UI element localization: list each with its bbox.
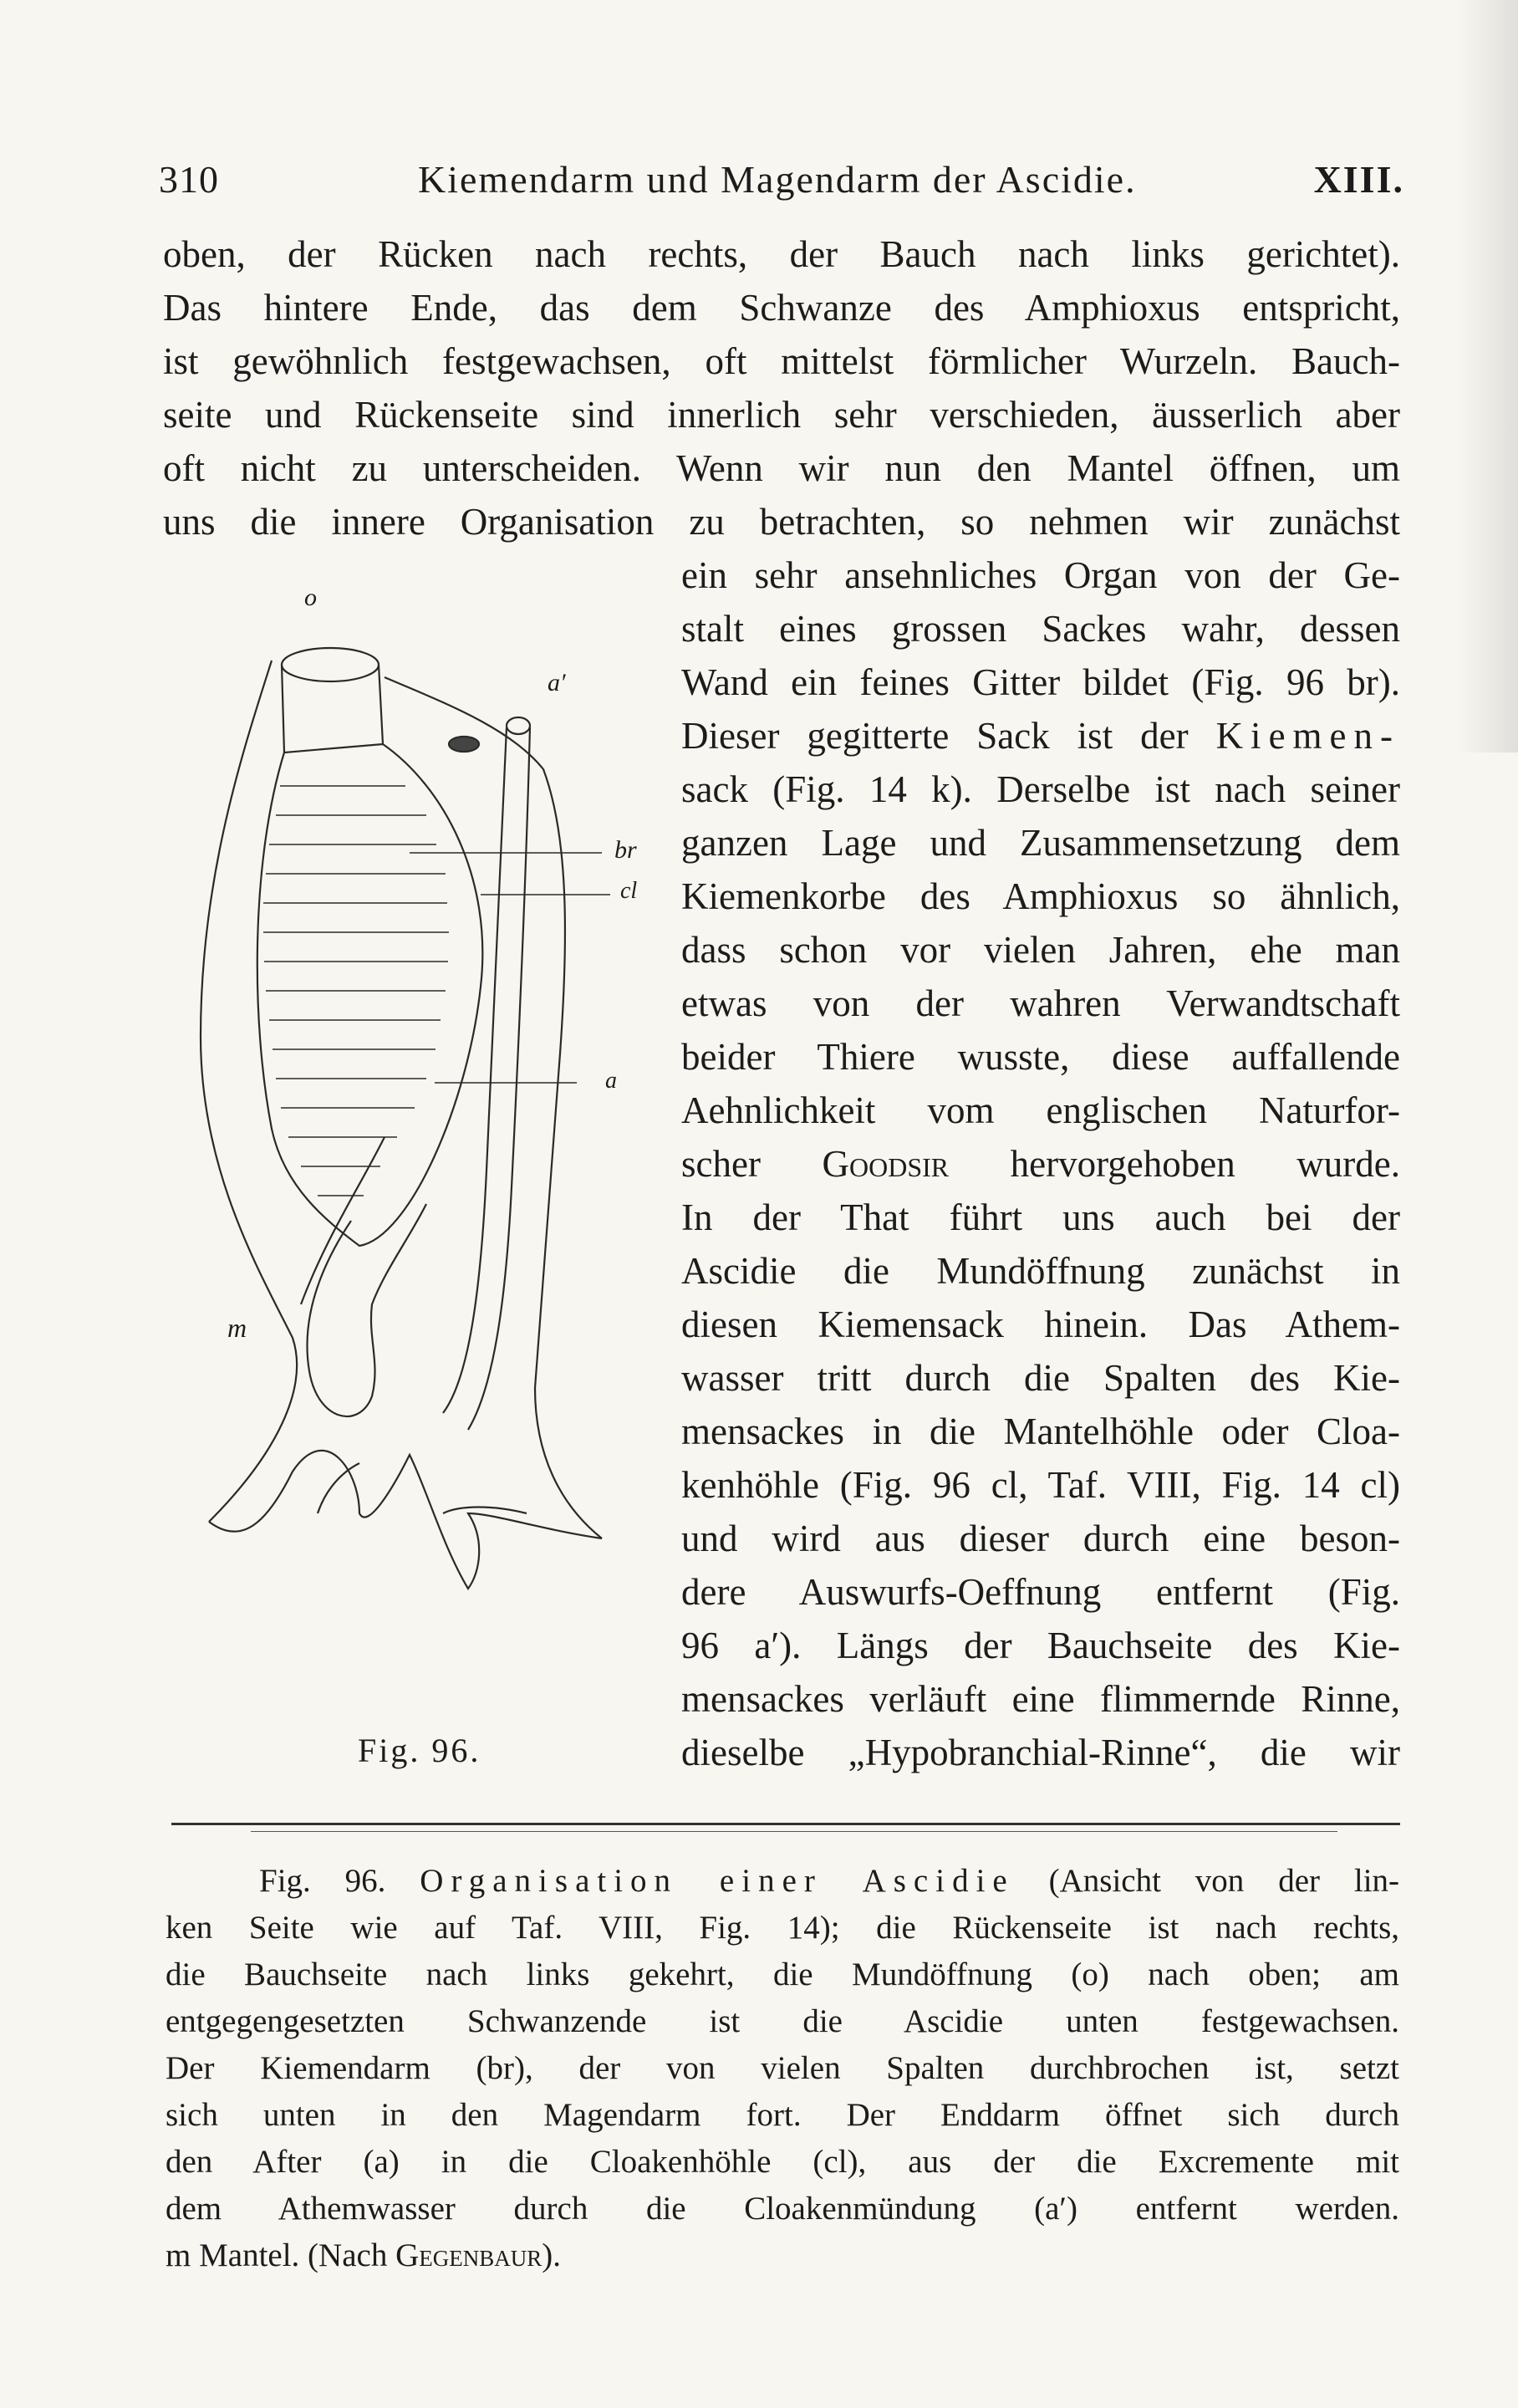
label-m: m bbox=[227, 1313, 247, 1343]
caption-fragment: (Ansicht von der lin- bbox=[1048, 1863, 1400, 1899]
text-line: oft nicht zu unterscheiden. Wenn wir nun den Mantel öffnen, um bbox=[163, 447, 1400, 489]
caption-line: sich unten in den Magendarm fort. Der Enddarm öffnet sich durch bbox=[166, 2097, 1399, 2133]
oral-siphon bbox=[282, 648, 379, 681]
text-line: dass schon vor vielen Jahren, ehe man bbox=[681, 929, 1400, 971]
label-cl: cl bbox=[620, 878, 638, 904]
running-title: Kiemendarm und Magendarm der Ascidie. bbox=[418, 158, 1137, 201]
caption-divider bbox=[171, 1823, 1400, 1825]
text-line: stalt eines grossen Sackes wahr, dessen bbox=[681, 608, 1400, 650]
figure-label: Fig. 96. bbox=[358, 1732, 481, 1769]
caption-title: Organisation einer Ascidie bbox=[420, 1863, 1015, 1899]
spaced-term: Kiemen- bbox=[1215, 715, 1400, 757]
text-line: dieselbe „Hypobranchial-Rinne“, die wir bbox=[681, 1732, 1400, 1773]
page-edge-shadow bbox=[1459, 0, 1518, 752]
text-line: etwas von der wahren Verwandtschaft bbox=[681, 982, 1400, 1024]
caption-line: Der Kiemendarm (br), der von vielen Spalten durchbrochen ist, setzt bbox=[166, 2050, 1399, 2086]
label-br: br bbox=[614, 836, 637, 864]
caption-line: entgegengesetzten Schwanzende ist die Ascidie unten festgewachsen. bbox=[166, 2003, 1399, 2039]
text-line: In der That führt uns auch bei der bbox=[681, 1196, 1400, 1238]
text-line: ganzen Lage und Zusammensetzung dem bbox=[681, 822, 1400, 864]
text-line: sack (Fig. 14 k). Derselbe ist nach seiner bbox=[681, 768, 1400, 810]
text-line: diesen Kiemensack hinein. Das Athem- bbox=[681, 1303, 1400, 1345]
caption-line: ken Seite wie auf Taf. VIII, Fig. 14); die Rückenseite ist nach rechts, bbox=[166, 1910, 1399, 1946]
text-line: beider Thiere wusste, diese auffallende bbox=[681, 1036, 1400, 1078]
label-o: o bbox=[304, 584, 317, 611]
text-line: seite und Rückenseite sind innerlich sehr verschieden, äusserlich aber bbox=[163, 394, 1400, 436]
text-fragment: Dieser gegitterte Sack ist der bbox=[681, 715, 1189, 757]
text-line: Kiemenkorbe des Amphioxus so ähnlich, bbox=[681, 875, 1400, 917]
chapter-number: XIII. bbox=[1313, 158, 1404, 201]
caption-line: die Bauchseite nach links gekehrt, die Mundöffnung (o) nach oben; am bbox=[166, 1956, 1399, 1992]
text-line: wasser tritt durch die Spalten des Kie- bbox=[681, 1357, 1400, 1399]
text-line bbox=[681, 1137, 1400, 1191]
caption-fragment: m Mantel. (Nach bbox=[166, 2237, 388, 2273]
caption-line: dem Athemwasser durch die Cloakenmündung (a′) entfernt werden. bbox=[166, 2191, 1399, 2227]
figure-caption bbox=[166, 1858, 1399, 2279]
caption-fig-ref: Fig. 96. bbox=[259, 1863, 386, 1899]
text-fragment: scher bbox=[681, 1143, 761, 1185]
intestine bbox=[307, 1204, 426, 1416]
label-a: a bbox=[605, 1068, 617, 1094]
caption-fragment: ). bbox=[542, 2237, 561, 2273]
branchial-slits bbox=[263, 786, 449, 1196]
caption-line bbox=[166, 1858, 1399, 1905]
text-line: dere Auswurfs-Oeffnung entfernt (Fig. bbox=[681, 1571, 1400, 1613]
page-number: 310 bbox=[159, 158, 219, 201]
text-line: und wird aus dieser durch eine beson- bbox=[681, 1518, 1400, 1559]
text-line bbox=[681, 709, 1400, 763]
text-fragment: hervorgehoben wurde. bbox=[1010, 1143, 1400, 1185]
intestine-outer bbox=[301, 1137, 385, 1304]
text-line: Das hintere Ende, das dem Schwanze des Amphioxus entspricht, bbox=[163, 287, 1400, 329]
text-line: ein sehr ansehnliches Organ von der Ge- bbox=[681, 554, 1400, 596]
text-line: 96 a′). Längs der Bauchseite des Kie- bbox=[681, 1625, 1400, 1666]
text-line: Wand ein feines Gitter bildet (Fig. 96 br). bbox=[681, 661, 1400, 703]
body-text-column bbox=[681, 548, 1400, 1779]
text-line: Ascidie die Mundöffnung zunächst in bbox=[681, 1250, 1400, 1292]
figure-drawing bbox=[192, 585, 660, 1739]
text-line: kenhöhle (Fig. 96 cl, Taf. VIII, Fig. 14 cl) bbox=[681, 1464, 1400, 1506]
oral-siphon-wall bbox=[282, 665, 383, 752]
caption-line: den After (a) in die Cloakenhöhle (cl), aus der die Excremente mit bbox=[166, 2144, 1399, 2180]
body-text-full-width bbox=[163, 227, 1400, 548]
running-header bbox=[159, 157, 1404, 207]
text-line: mensackes verläuft eine flimmernde Rinne, bbox=[681, 1678, 1400, 1720]
mantle-outline bbox=[201, 661, 602, 1538]
root-outline bbox=[209, 1451, 602, 1589]
text-line: oben, der Rücken nach rechts, der Bauch nach links gerichtet). bbox=[163, 233, 1400, 275]
label-a-prime: a′ bbox=[548, 669, 566, 696]
caption-line bbox=[166, 2232, 1399, 2279]
author-name: Goodsir bbox=[822, 1143, 950, 1185]
text-line: uns die innere Organisation zu betrachten, so nehmen wir zunächst bbox=[163, 501, 1400, 543]
caption-author: Gegenbaur bbox=[395, 2237, 543, 2273]
text-line: ist gewöhnlich festgewachsen, oft mittelst förmlicher Wurzeln. Bauch- bbox=[163, 340, 1400, 382]
atrial-siphon bbox=[507, 717, 530, 734]
ascidian-illustration bbox=[192, 585, 660, 1739]
text-line: Aehnlichkeit vom englischen Naturfor- bbox=[681, 1089, 1400, 1131]
caption-divider-thin bbox=[251, 1831, 1337, 1832]
gland-blob bbox=[449, 737, 479, 752]
branchial-sac bbox=[257, 744, 483, 1246]
text-line: mensackes in die Mantelhöhle oder Cloa- bbox=[681, 1411, 1400, 1452]
